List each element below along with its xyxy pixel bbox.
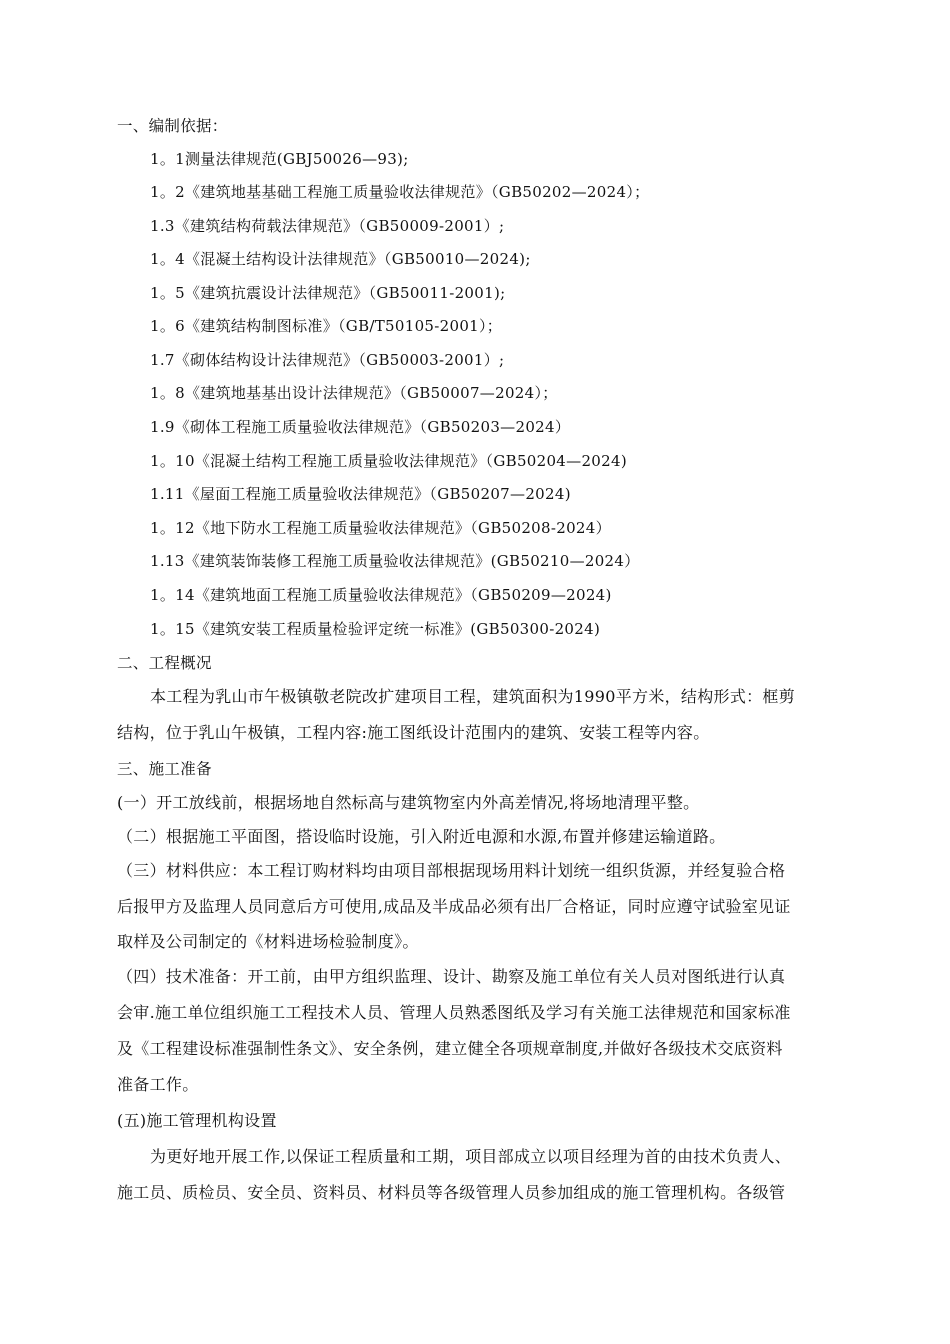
- reference-item: 1。12《地下防水工程施工质量验收法律规范》（GB50208-2024）: [150, 519, 611, 537]
- reference-item: 1.11《屋面工程施工质量验收法律规范》（GB50207—2024): [150, 485, 571, 503]
- reference-item: 1。4《混凝土结构设计法律规范》（GB50010—2024);: [150, 250, 531, 268]
- reference-item: 1.9《砌体工程施工质量验收法律规范》（GB50203—2024）: [150, 418, 571, 436]
- preparation-paragraph-line: 准备工作。: [117, 1075, 199, 1094]
- management-paragraph-line: 为更好地开展工作,以保证工程质量和工期，项目部成立以项目经理为首的由技术负责人、: [150, 1147, 792, 1166]
- overview-paragraph-line: 结构，位于乳山午极镇，工程内容:施工图纸设计范围内的建筑、安装工程等内容。: [117, 723, 710, 742]
- reference-item: 1。5《建筑抗震设计法律规范》（GB50011-2001);: [150, 284, 506, 302]
- preparation-paragraph-line: （三）材料供应：本工程订购材料均由项目部根据现场用料计划统一组织货源，并经复验合格: [117, 861, 786, 880]
- reference-item: 1。8《建筑地基基出设计法律规范》（GB50007—2024）；: [150, 384, 558, 402]
- section-heading-basis: 一、编制依据：: [117, 117, 228, 135]
- preparation-paragraph-line: 后报甲方及监理人员同意后方可使用,成品及半成品必须有出厂合格证，同时应遵守试验室见证: [117, 897, 791, 916]
- reference-item: 1.13《建筑装饰装修工程施工质量验收法律规范》(GB50210—2024）: [150, 552, 640, 570]
- preparation-paragraph-line: 取样及公司制定的《材料进场检验制度》。: [117, 932, 419, 951]
- preparation-paragraph-line: (一）开工放线前，根据场地自然标高与建筑物室内外高差情况,将场地清理平整。: [117, 793, 700, 812]
- subsection-heading-management: (五)施工管理机构设置: [117, 1111, 277, 1130]
- reference-item: 1.3《建筑结构荷载法律规范》（GB50009-2001）;: [150, 217, 505, 235]
- reference-item: 1。6《建筑结构制图标准》（GB/T50105-2001）；: [150, 317, 503, 335]
- section-heading-overview: 二、工程概况: [117, 654, 212, 672]
- reference-item: 1。1测量法律规范(GBJ50026—93);: [150, 150, 409, 168]
- overview-paragraph-line: 本工程为乳山市午极镇敬老院改扩建项目工程，建筑面积为1990平方米，结构形式：框剪: [150, 687, 796, 706]
- reference-item: 1。14《建筑地面工程施工质量验收法律规范》（GB50209—2024): [150, 586, 612, 604]
- preparation-paragraph-line: （四）技术准备：开工前，由甲方组织监理、设计、勘察及施工单位有关人员对图纸进行认真: [117, 967, 786, 986]
- reference-item: 1.7《砌体结构设计法律规范》（GB50003-2001）;: [150, 351, 505, 369]
- preparation-paragraph-line: （二）根据施工平面图，搭设临时设施，引入附近电源和水源,布置并修建运输道路。: [117, 827, 726, 846]
- preparation-paragraph-line: 会审.施工单位组织施工工程技术人员、管理人员熟悉图纸及学习有关施工法律规范和国家标准: [117, 1003, 791, 1022]
- reference-item: 1。15《建筑安装工程质量检验评定统一标准》(GB50300-2024): [150, 620, 601, 638]
- section-heading-preparation: 三、施工准备: [117, 760, 212, 778]
- reference-item: 1。10《混凝土结构工程施工质量验收法律规范》（GB50204—2024): [150, 452, 627, 470]
- management-paragraph-line: 施工员、质检员、安全员、资料员、材料员等各级管理人员参加组成的施工管理机构。各级管: [117, 1183, 786, 1202]
- preparation-paragraph-line: 及《工程建设标准强制性条文》、安全条例，建立健全各项规章制度,并做好各级技术交底资料: [117, 1039, 783, 1058]
- reference-item: 1。2《建筑地基基础工程施工质量验收法律规范》（GB50202—2024）；: [150, 183, 650, 201]
